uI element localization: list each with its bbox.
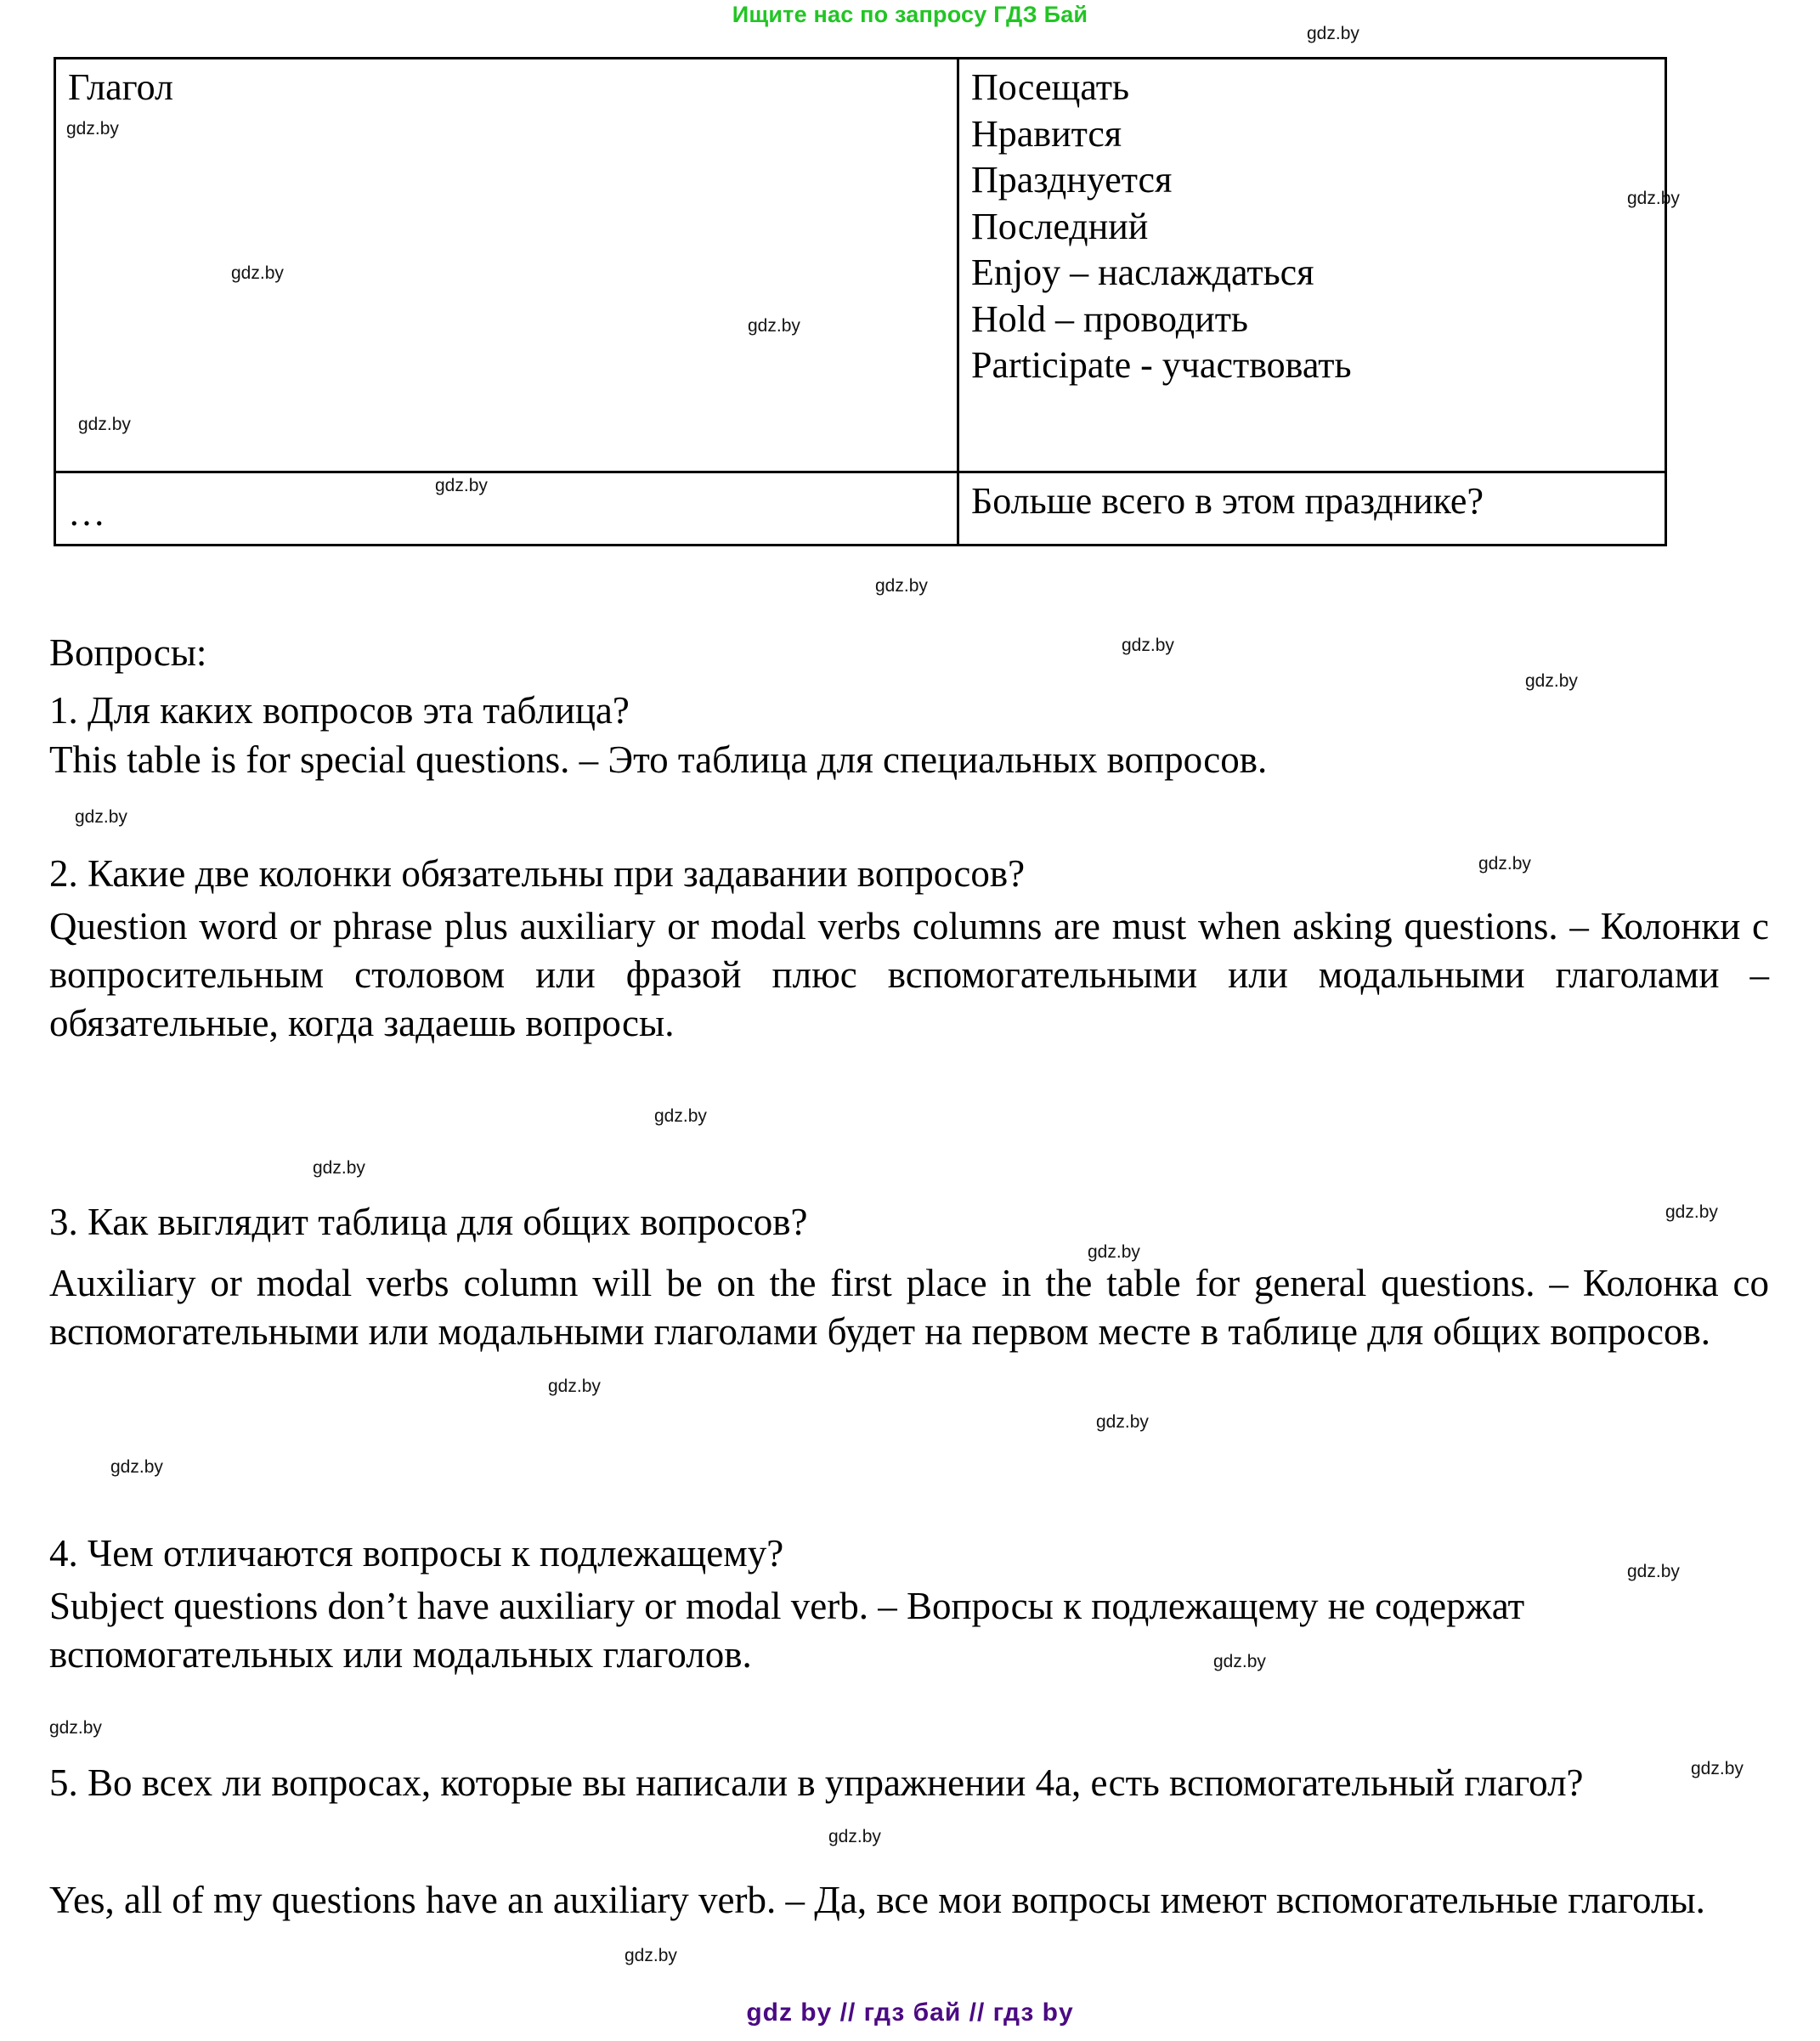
watermark-gdz: gdz.by bbox=[1691, 1759, 1744, 1778]
table-cell-text: Больше всего в этом празднике? bbox=[971, 480, 1484, 522]
watermark-gdz: gdz.by bbox=[654, 1106, 707, 1126]
table-row bbox=[55, 472, 1666, 546]
table-cell-text: Последний bbox=[971, 205, 1149, 247]
question-3-prompt: 3. Как выглядит таблица для общих вопросов? bbox=[49, 1201, 808, 1243]
table-cell-text: Посещать bbox=[971, 66, 1130, 108]
watermark-gdz: gdz.by bbox=[1627, 1562, 1680, 1581]
watermark-gdz: gdz.by bbox=[110, 1457, 163, 1477]
watermark-gdz: gdz.by bbox=[548, 1377, 601, 1396]
vocabulary-table bbox=[54, 57, 1667, 546]
watermark-gdz: gdz.by bbox=[748, 316, 800, 336]
table-cell-question-phrase bbox=[958, 472, 1666, 546]
table-cell-text: Глагол bbox=[68, 66, 173, 108]
questions-heading: Вопросы: bbox=[49, 631, 207, 674]
question-4-prompt: 4. Чем отличаются вопросы к подлежащему? bbox=[49, 1532, 784, 1575]
watermark-gdz: gdz.by bbox=[1122, 636, 1174, 655]
site-promo-banner: Ищите нас по запросу ГДЗ Бай bbox=[732, 2, 1088, 27]
question-4-answer: Subject questions don’t have auxiliary or modal verb. – Вопросы к подлежащему не содержат вспомогательных или модальных глаголов. bbox=[49, 1585, 1525, 1676]
table-cell-text: Participate - участвовать bbox=[971, 344, 1352, 387]
site-footer-credit: gdz by // гдз бай // гдз by bbox=[746, 1999, 1074, 2027]
watermark-gdz: gdz.by bbox=[313, 1158, 365, 1178]
watermark-gdz: gdz.by bbox=[1627, 189, 1680, 208]
watermark-gdz: gdz.by bbox=[231, 263, 284, 283]
table-cell-text: Нравится bbox=[971, 112, 1122, 155]
table-cell-text: Enjoy – наслаждаться bbox=[971, 252, 1314, 294]
watermark-gdz: gdz.by bbox=[875, 576, 928, 596]
watermark-gdz: gdz.by bbox=[1665, 1202, 1718, 1222]
table-cell-text: Hold – проводить bbox=[971, 297, 1248, 340]
watermark-gdz: gdz.by bbox=[435, 476, 488, 495]
question-3-answer: Auxiliary or modal verbs column will be on the first place in the table for general questions. – Колонка со вспомогательными или модальными глаголами будет на первом месте в таблице для общих вопросов. bbox=[49, 1262, 1769, 1354]
question-1-prompt: 1. Для каких вопросов эта таблица? bbox=[49, 689, 630, 732]
question-2-prompt: 2. Какие две колонки обязательны при задавании вопросов? bbox=[49, 852, 1026, 895]
question-5-answer: Yes, all of my questions have an auxiliary verb. – Да, все мои вопросы имеют вспомогательные глаголы. bbox=[49, 1879, 1705, 1921]
table-cell-text: Празднуется bbox=[971, 159, 1173, 201]
question-2-answer: Question word or phrase plus auxiliary or modal verbs columns are must when asking questions. – Колонки с вопросительным столовом или фразой плюс вспомогательными или модальными глаголами – обязательные, когда задаешь вопросы. bbox=[49, 905, 1769, 1045]
watermark-gdz: gdz.by bbox=[625, 1946, 677, 1965]
table-cell-text: … bbox=[68, 492, 109, 534]
table-cell-translations bbox=[958, 59, 1666, 472]
watermark-gdz: gdz.by bbox=[1307, 24, 1359, 43]
table-row bbox=[55, 59, 1666, 472]
watermark-gdz: gdz.by bbox=[1213, 1652, 1266, 1671]
watermark-gdz: gdz.by bbox=[49, 1718, 102, 1738]
watermark-gdz: gdz.by bbox=[828, 1827, 881, 1846]
watermark-gdz: gdz.by bbox=[78, 415, 131, 434]
watermark-gdz: gdz.by bbox=[1525, 671, 1578, 691]
watermark-gdz: gdz.by bbox=[66, 119, 119, 139]
watermark-gdz: gdz.by bbox=[1088, 1242, 1140, 1262]
watermark-gdz: gdz.by bbox=[75, 807, 127, 827]
watermark-gdz: gdz.by bbox=[1096, 1412, 1149, 1432]
table-cell-ellipsis bbox=[55, 472, 958, 546]
question-5-prompt: 5. Во всех ли вопросах, которые вы написали в упражнении 4a, есть вспомогательный глагол? bbox=[49, 1761, 1584, 1804]
watermark-gdz: gdz.by bbox=[1478, 854, 1531, 874]
question-1-answer: This table is for special questions. – Это таблица для специальных вопросов. bbox=[49, 738, 1268, 781]
table-cell-verb-header bbox=[55, 59, 958, 472]
